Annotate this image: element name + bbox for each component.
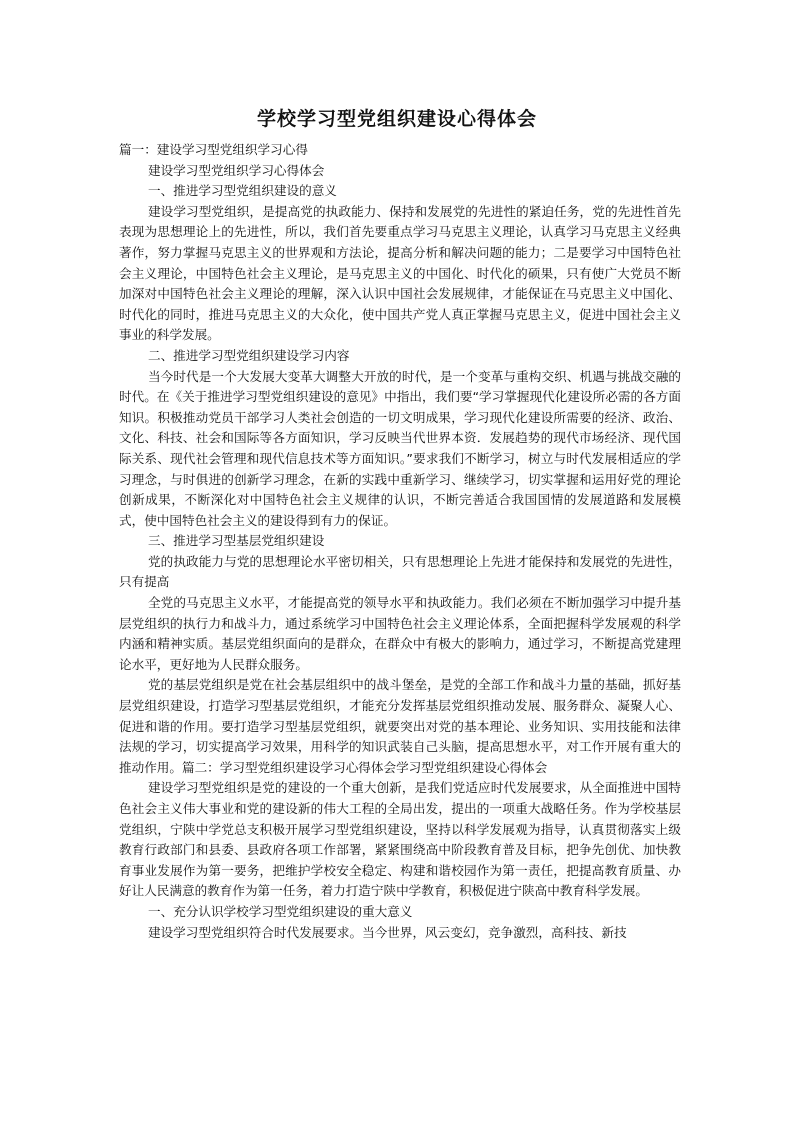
section-heading: 篇一：建设学习型党组织学习心得: [119, 142, 308, 157]
section-heading: 二、推进学习型党组织建设学习内容: [147, 347, 350, 363]
document-title: 学校学习型党组织建设心得体会: [256, 108, 537, 130]
body-paragraph: 党的基层党组织是党在社会基层组织中的战斗堡垒，是党的全部工作和战斗力量的基础，抓好基层党组织建设，打造学习型基层党组织，才能充分发挥基层党组织推动发展、服务群众、凝聚人心、促进和谐的作用。要打造学习型基层党组织，就要突出对党的基本理论、业务知识、实用技能和法律法规的学习，切实提高学习效果，用科学的知识武装自己头脑，提高思想水平，对工作开展有重大的推动作用。篇二：学习型党组织建设学习心得体会学习型党组织建设心得体会: [119, 677, 681, 775]
document-body: [119, 140, 681, 943]
body-paragraph: 党的执政能力与党的思想理论水平密切相关，只有思想理论上先进才能保持和发展党的先进性，只有提高: [119, 553, 681, 590]
body-paragraph: 建设学习型党组织，是提高党的执政能力、保持和发展党的先进性的紧迫任务，党的先进性首先表现为思想理论上的先进性，所以，我们首先要重点学习马克思主义理论，认真学习马克思主义经典著作，努力掌握马克思主义的世界观和方法论，提高分析和解决问题的能力；二是要学习中国特色社会主义理论，中国特色社会主义理论，是马克思主义的中国化、时代化的硕果，只有使广大党员不断加深对中国特色社会主义理论的理解，深入认识中国社会发展规律，才能保证在马克思主义中国化、时代化的同时，推进马克思主义的大众化，使中国共产党人真正掌握马克思主义，促进中国社会主义事业的科学发展。: [119, 203, 681, 343]
section-heading: 一、充分认识学校学习型党组织建设的重大意义: [147, 903, 413, 919]
section-heading: 三、推进学习型基层党组织建设: [147, 533, 325, 549]
body-paragraph: 建设学习型党组织是党的建设的一个重大创新，是我们党适应时代发展要求，从全面推进中国特色社会主义伟大事业和党的建设新的伟大工程的全局出发，提出的一项重大战略任务。作为学校基层党组织，宁陕中学党总支积极开展学习型党组织建设，坚持以科学发展观为指导，认真贯彻落实上级教育行政部门和县委、县政府各项工作部署，紧紧围绕高中阶段教育普及目标，把争先创优、加快教育事业发展作为第一要务，把维护学校安全稳定、构建和谐校园作为第一责任，把提高教育质量、办好让人民满意的教育作为第一任务，着力打造宁陕中学教育，积极促进宁陕高中教育科学发展。: [119, 780, 681, 899]
subtitle-line: 建设学习型党组织学习心得体会: [147, 162, 325, 178]
section-heading: 一、推进学习型党组织建设的意义: [147, 183, 337, 199]
body-paragraph: 全党的马克思主义水平，才能提高党的领导水平和执政能力。我们必须在不断加强学习中提升基层党组织的执行力和战斗力，通过系统学习中国特色社会主义理论体系，全面把握科学发展观的科学内涵和精神实质。基层党组织面向的是群众，在群众中有极大的影响力，通过学习，不断提高党建理论水平，更好地为人民群众服务。: [119, 595, 681, 672]
body-paragraph: 当今时代是一个大发展大变革大调整大开放的时代，是一个变革与重构交织、机遇与挑战交融的时代。在《关于推进学习型党组织建设的意见》中指出，我们要“学习掌握现代化建设所必需的各方面知识。积极推动党员干部学习人类社会创造的一切文明成果，学习现代化建设所需要的经济、政治、文化、科技、社会和国际等各方面知识，学习反映当代世界本资．发展趋势的现代市场经济、现代国际关系、现代社会管理和现代信息技术等方面知识。”要求我们不断学习，树立与时代发展相适应的学习理念，与时俱进的创新学习理念，在新的实践中重新学习、继续学习，切实掌握和运用好党的理论创新成果，不断深化对中国特色社会主义规律的认识，不断完善适合我国国情的发展道路和发展模式，使中国特色社会主义的建设得到有力的保证。: [119, 368, 681, 528]
body-paragraph: 建设学习型党组织符合时代发展要求。当今世界，风云变幻，竞争激烈，高科技、新技: [147, 924, 627, 940]
